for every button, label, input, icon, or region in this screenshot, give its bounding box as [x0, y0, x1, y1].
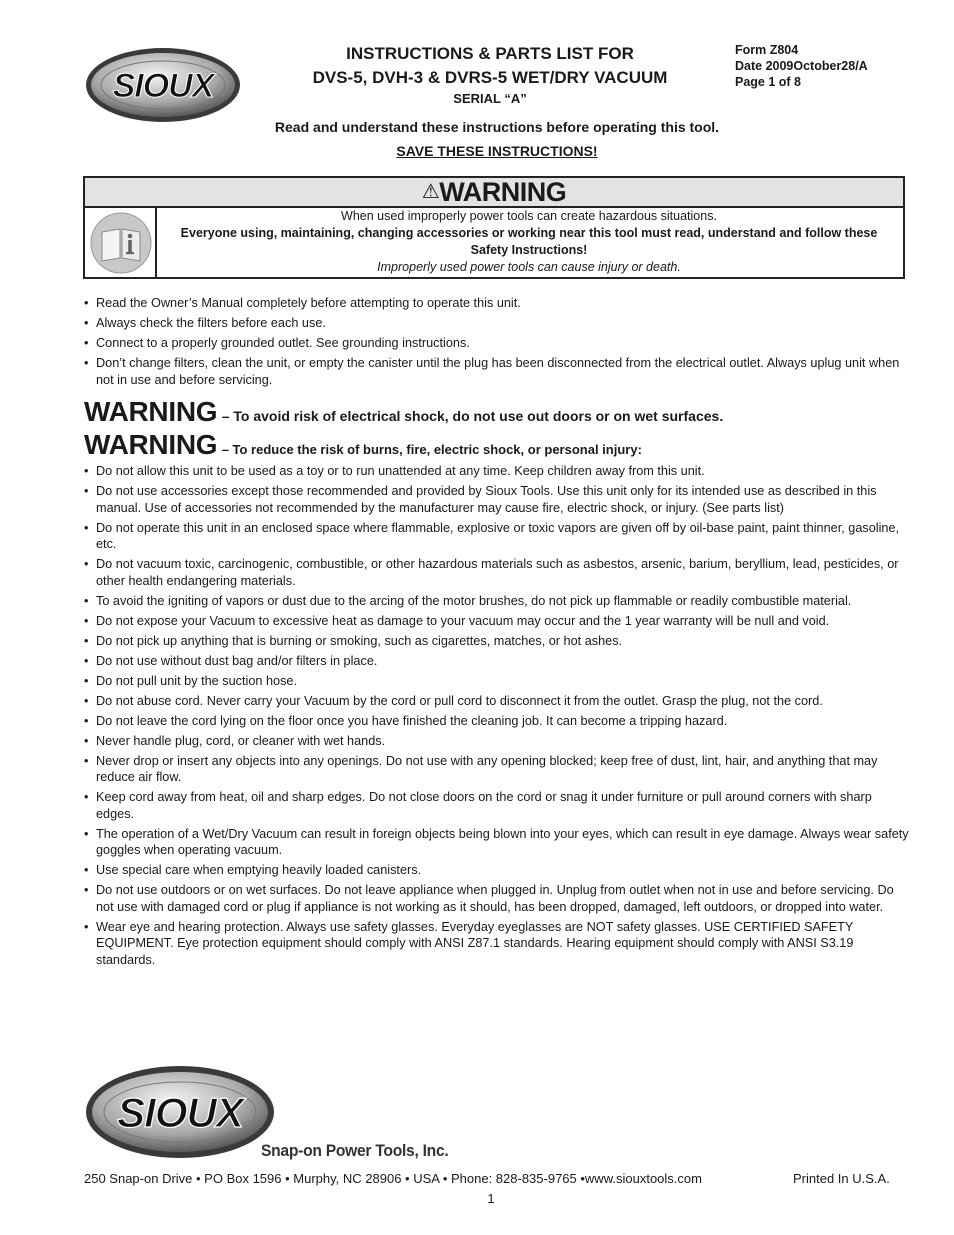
warning-text: – To avoid risk of electrical shock, do not use out doors or on wet surfaces.: [221, 408, 724, 424]
title-line-1: INSTRUCTIONS & PARTS LIST FOR: [346, 44, 634, 63]
list-item: • Never handle plug, cord, or cleaner with wet hands.: [84, 733, 910, 750]
form-info: [735, 42, 868, 90]
list-item: • Read the Owner’s Manual completely before attempting to operate this unit.: [84, 295, 910, 312]
warning-line-1: When used improperly power tools can create hazardous situations.: [341, 209, 717, 223]
manual-book-icon: [90, 212, 152, 274]
list-item: • Wear eye and hearing protection. Always use safety glasses. Everyday eyeglasses are NOT safety glasses. USE CERTIFIED SAFETY EQUIPMENT. Eye protection equipment should comply with ANSI Z87.1 standards. Hearing equipment should comply with ANSI S3.19 standards.: [84, 919, 910, 969]
general-bullet-list: [84, 295, 910, 392]
warning-box: [83, 176, 905, 279]
list-item: • To avoid the igniting of vapors or dust due to the arcing of the motor brushes, do not pick up flammable or readily combustible material.: [84, 593, 910, 610]
list-item: • Do not allow this unit to be used as a toy or to run unattended at any time. Keep children away from this unit.: [84, 463, 910, 480]
warning-burns: [84, 429, 642, 461]
title-line-2: DVS-5, DVH-3 & DVRS-5 WET/DRY VACUUM: [312, 68, 668, 87]
list-item: • Connect to a properly grounded outlet. See grounding instructions.: [84, 335, 910, 352]
warning-electrical: [84, 396, 723, 428]
warning-box-text: [161, 208, 897, 276]
list-item: • Never drop or insert any objects into any openings. Do not use with any opening blocked; keep free of dust, lint, hair, and anything that may reduce air flow.: [84, 753, 910, 786]
warning-line-3: Improperly used power tools can cause injury or death.: [377, 260, 681, 274]
page-of: Page 1 of 8: [735, 75, 801, 89]
warning-text: – To reduce the risk of burns, fire, electric shock, or personal injury:: [221, 442, 642, 457]
printed-in: Printed In U.S.A.: [793, 1171, 890, 1186]
list-item: • Do not pull unit by the suction hose.: [84, 673, 910, 690]
list-item: • Always check the filters before each use.: [84, 315, 910, 332]
svg-text:SIOUX: SIOUX: [117, 1089, 243, 1136]
list-item: • Do not vacuum toxic, carcinogenic, combustible, or other hazardous materials such as asbestos, arsenic, barium, beryllium, lead, pesticides, or other health endangering materials.: [84, 556, 910, 589]
list-item: • Keep cord away from heat, oil and sharp edges. Do not close doors on the cord or snag it under furniture or pull around corners with sharp edges.: [84, 789, 910, 822]
svg-text:SIOUX: SIOUX: [112, 67, 214, 105]
save-notice: SAVE THESE INSTRUCTIONS!: [396, 143, 598, 159]
list-item: • Use special care when emptying heavily loaded canisters.: [84, 862, 910, 879]
list-item: • Don’t change filters, clean the unit, or empty the canister until the plug has been disconnected from the electrical outlet. Always uplug unit when not in use and before servicing.: [84, 355, 910, 388]
list-item: • Do not use without dust bag and/or filters in place.: [84, 653, 910, 670]
list-item: • Do not use outdoors or on wet surfaces. Do not leave appliance when plugged in. Unplug from outlet when not in use and before servicing. Do not use with damaged cord or plug if appliance is not working as it should, has been dropped, damaged, left outdoors, or dropped into water.: [84, 882, 910, 915]
list-item: • Do not abuse cord. Never carry your Vacuum by the cord or pull cord to disconnect it from the outlet. Grasp the plug, not the cord.: [84, 693, 910, 710]
sioux-logo-top: [84, 46, 242, 124]
form-number: Form Z804: [735, 43, 799, 57]
warning-box-heading: ⚠WARNING: [85, 178, 903, 208]
list-item: • Do not expose your Vacuum to excessive heat as damage to your vacuum may occur and the 1 year warranty will be null and void.: [84, 613, 910, 630]
document-title: [290, 42, 690, 107]
list-item: • Do not leave the cord lying on the floor once you have finished the cleaning job. It can become a tripping hazard.: [84, 713, 910, 730]
warning-line-2: Everyone using, maintaining, changing accessories or working near this tool must read, understand and follow these Safety Instructions!: [180, 226, 878, 257]
list-item: • Do not use accessories except those recommended and provided by Sioux Tools. Use this unit only for its intended use as described in this manual. Use of accessories not recommended by the manufacturer may cause fire, electric shock, or injury. (See parts list): [84, 483, 910, 516]
list-item: • Do not pick up anything that is burning or smoking, such as cigarettes, matches, or hot ashes.: [84, 633, 910, 650]
sioux-logo-footer: [84, 1064, 276, 1160]
page-number: 1: [487, 1191, 495, 1206]
warning-triangle-icon: ⚠: [421, 181, 440, 203]
form-date: Date 2009October28/A: [735, 59, 868, 73]
list-item: • The operation of a Wet/Dry Vacuum can result in foreign objects being blown into your eyes, which can result in eye damage. Always wear safety goggles when operating vacuum.: [84, 826, 910, 859]
safety-bullet-list: [84, 463, 910, 972]
read-notice: Read and understand these instructions before operating this tool.: [274, 119, 720, 135]
warning-word: WARNING: [84, 396, 218, 427]
company-name: Snap-on Power Tools, Inc.: [261, 1141, 449, 1160]
title-line-3: SERIAL “A”: [453, 91, 527, 106]
footer-address: 250 Snap-on Drive • PO Box 1596 • Murphy, NC 28906 • USA • Phone: 828-835-9765 •www.siouxtools.com: [84, 1171, 702, 1186]
warning-icon-cell: [85, 208, 157, 277]
list-item: • Do not operate this unit in an enclosed space where flammable, explosive or toxic vapors are given off by oil-base paint, paint thinner, gasoline, etc.: [84, 520, 910, 553]
warning-word: WARNING: [84, 429, 218, 460]
